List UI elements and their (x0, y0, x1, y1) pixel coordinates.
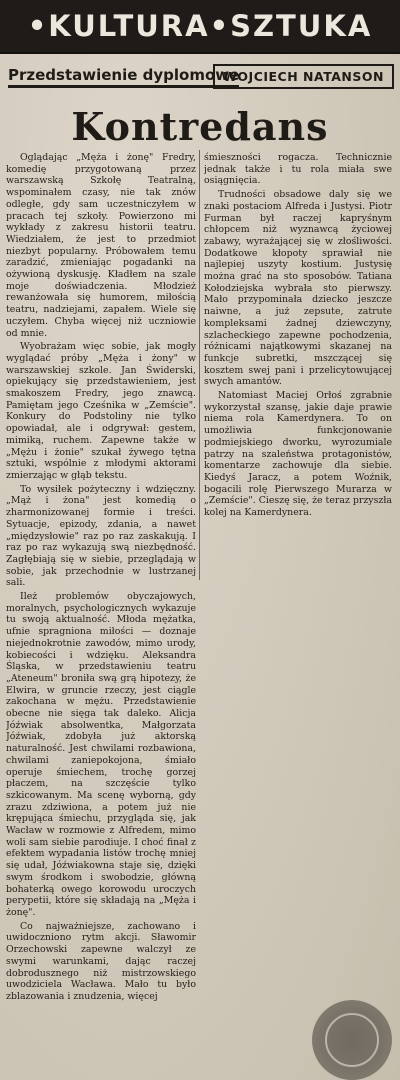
paragraph: Natomiast Maciej Orłoś zgrabnie wykorzystał szansę, jakie daje prawie niema rola Kamerdynera. To on umożliwia funkcjonowanie podmiejskiego dworku, wyrozumiale patrzy na szaleństwa protagonistów, komentarze zachowuje dla siebie. Kiedyś Jaracz, a potem Woźnik, bogacili rolę Pierwszego Murarza w „Zemście". Cieszę się, że teraz przyszła kolej na Kamerdynera. (204, 390, 392, 519)
column-divider (199, 150, 200, 580)
paragraph: Ileż problemów obyczajowych, moralnych, psychologicznych wykazuje tu swoją aktualność. Młoda mężatka, ufnie spragniona miłości — doznaje niejednokrotnie zawodów, mimo urody, kobiecości i wdzięku. Aleksandra Śląska, w przedstawieniu teatru „Ateneum" broniła swą grą hipotezy, że Elwira, w gruncie rzeczy, jest ciągle zakochana w mężu. Przedstawienie obecne nie sięga tak daleko. Alicja Jóźwiak absolwentka, Małgorzata Jóźwiak, zdobyła już aktorską naturalność. Jest chwilami rozbawiona, chwilami zaniepokojona, śmiało operuje śmiechem, trochę gorzej płaczem, na szczęście tylko szkicowanym. Ma scenę wyborną, gdy zrazu zdziwiona, a potem już nie krępująca śmiechu, przygląda się, jak Wacław w rozmowie z Alfredem, mimo woli sam siebie parodiuje. I choć finał z efektem wypadania listów trochę mniej się udał, Jóźwiakowna staje się, dzięki swym środkom i swobodzie, główną bohaterką owego korowodu uroczych perypetii, które się składają na „Męża i żonę". (6, 591, 196, 918)
paragraph: To wysiłek pożyteczny i wdzięczny. „Mąż i żona" jest komedią o zharmonizowanej formie i treści. Sytuacje, epizody, zdania, a nawet „międzysłowie" raz po raz zaskakują. I raz po raz wykazują swą niezbędność. Zagłębiają się w siebie, przeglądają w sobie, jak przechodnie w lustrzanej sali. (6, 483, 196, 589)
left-column (6, 152, 196, 1072)
author-box: WOJCIECH NATANSON (213, 64, 394, 89)
paragraph: Co najważniejsze, zachowano i uwidoczniono rytm akcji. Sławomir Orzechowski zapewne walczył ze swymi warunkami, dając raczej dobrodusznego niż mistrzowskiego uwodziciela Wacława. Mało tu było zblazowania i znudzenia, więcej (6, 920, 196, 1002)
stamp-ring (325, 1013, 379, 1067)
section-title: •KULTURA•SZTUKA (27, 9, 373, 43)
section-header (0, 0, 400, 54)
paragraph: Trudności obsadowe daly się we znaki postaciom Alfreda i Justysi. Piotr Furman był raczej kapryśnym chłopcem niż wyznawcą życiowej zabawy, wyrażającej się w złośliwości. Dodatkowe kłopoty sprawiał nie najlepiej uszyty kostium. Justysię można grać na sto sposobów. Tatiana Kołodziejska wybrała sto pierwszy. Mało przypominała dziecko jeszcze naiwne, a już zepsute, zatrute kompleksami żadnej dziewczyny, szlacheckiego zapewne pochodzenia, różnicami najątkowymi skazanej na funkcje subretki, mszczącej się kosztem swej pani i przelicytowującej swych amantów. (204, 189, 392, 388)
paragraph: śmieszności rogacza. Technicznie jednak także i tu rola miała swe osiągnięcia. (204, 152, 392, 187)
article-kicker: Przedstawienie dyplomowe (8, 66, 239, 88)
paragraph: Oglądając „Męża i żonę" Fredry, komedię przygotowaną przez warszawską Szkołę Teatralną, wspominałem czasy, nie tak znów odległe, gdy sam uczestniczyłem w pracach tej szkoły. Powierzono mi wykłady z zakresu historii teatru. Wiedziałem, że jest to przedmiot niezbyt popularny. Próbowałem temu zaradzić, zmieniając pogadanki na ożywioną dyskusję. Kładłem na szale moje doświadczenia. Młodzież rewanżowała się humorem, miłością teatru, nadziejami, zapałem. Wiele się uczyłem. Chyba więcej niż uczniowie od mnie. (6, 152, 196, 339)
archive-stamp-icon (312, 1000, 392, 1080)
subheading-row (6, 64, 396, 92)
article-headline: Kontredans (71, 104, 329, 149)
paragraph: Wyobrażam więc sobie, jak mogły wyglądać próby „Męża i żony" w warszawskiej szkole. Jan Świderski, opiekujący się przedstawieniem, jest smakoszem Fredry, jego znawcą. Pamiętam jego Cześnika w „Zemście". Konkury do Podstoliny nie tylko opowiadał, ale i odgrywał: gestem, mimiką, ruchem. Zapewne także w „Mężu i żonie" szukał żywego tętna sztuki, wspólnie z młodymi aktorami zmierzając w głąb tekstu. (6, 341, 196, 481)
right-column (204, 152, 392, 582)
